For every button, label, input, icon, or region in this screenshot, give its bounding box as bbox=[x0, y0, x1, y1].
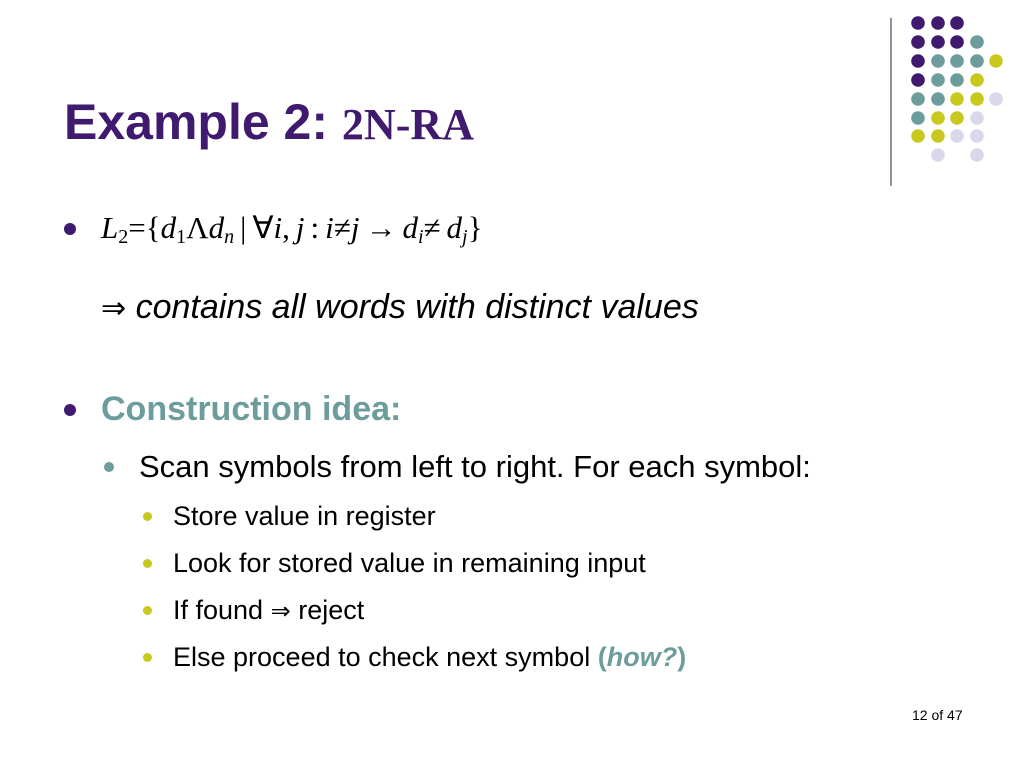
step-bullet-dot bbox=[143, 653, 152, 662]
decorative-dot bbox=[950, 111, 964, 125]
decorative-dot bbox=[911, 129, 925, 143]
decorative-dot bbox=[911, 54, 925, 68]
decorative-dot bbox=[950, 92, 964, 106]
decorative-dot bbox=[970, 148, 984, 162]
decorative-dot bbox=[931, 92, 945, 106]
how-question: how? bbox=[606, 642, 678, 672]
decorative-dot bbox=[931, 54, 945, 68]
step-bullet-dot bbox=[143, 559, 152, 568]
decorative-dot bbox=[931, 73, 945, 87]
language-definition: $L_2=\{d_1\Lambda d_n$ | ∀i, j : $i\ne j \to d_i\ne d_j$} bbox=[101, 210, 483, 248]
decorative-dot bbox=[970, 35, 984, 49]
implies-line bbox=[101, 285, 699, 331]
construction-idea-heading: Construction idea: bbox=[101, 390, 402, 428]
step-if-found: If found ⇒ reject bbox=[173, 595, 365, 625]
decorative-dot bbox=[989, 54, 1003, 68]
decorative-dot bbox=[911, 111, 925, 125]
decorative-dot bbox=[911, 73, 925, 87]
decorative-dot bbox=[931, 148, 945, 162]
step-store-value: Store value in register bbox=[173, 501, 436, 531]
decorative-dot bbox=[950, 54, 964, 68]
decorative-dot bbox=[931, 16, 945, 30]
slide-title bbox=[64, 90, 474, 157]
implies-text: contains all words with distinct values bbox=[135, 288, 699, 326]
title-prefix: Example 2: bbox=[64, 94, 329, 150]
decorative-dot bbox=[950, 16, 964, 30]
step-look-for-value: Look for stored value in remaining input bbox=[173, 548, 646, 578]
decorative-dot bbox=[970, 129, 984, 143]
step-bullet-dot bbox=[143, 606, 152, 615]
implies-arrow-icon: ⇒ bbox=[270, 597, 291, 625]
decorative-dot bbox=[950, 35, 964, 49]
decorative-dot bbox=[950, 129, 964, 143]
decorative-dot bbox=[931, 129, 945, 143]
decorative-dot bbox=[931, 35, 945, 49]
decorative-dot bbox=[970, 73, 984, 87]
title-formula: 2N-RA bbox=[341, 100, 474, 149]
step-else-proceed: Else proceed to check next symbol (how?) bbox=[173, 642, 687, 672]
bullet-dot bbox=[64, 404, 76, 416]
decorative-dot bbox=[911, 35, 925, 49]
decorative-dot bbox=[970, 54, 984, 68]
bullet-dot bbox=[64, 223, 76, 235]
decorative-dot bbox=[950, 73, 964, 87]
step-bullet-dot bbox=[143, 512, 152, 521]
decorative-dot bbox=[911, 92, 925, 106]
implies-arrow-icon: ⇒ bbox=[101, 291, 127, 326]
sub-bullet-dot bbox=[104, 462, 114, 472]
decorative-dot bbox=[911, 16, 925, 30]
page-number: 12 of 47 bbox=[912, 707, 963, 723]
decorative-dot bbox=[931, 111, 945, 125]
scan-symbols-line: Scan symbols from left to right. For each symbol: bbox=[139, 449, 811, 484]
decorative-dot bbox=[970, 111, 984, 125]
decorative-dot bbox=[970, 92, 984, 106]
decorative-dot bbox=[989, 92, 1003, 106]
